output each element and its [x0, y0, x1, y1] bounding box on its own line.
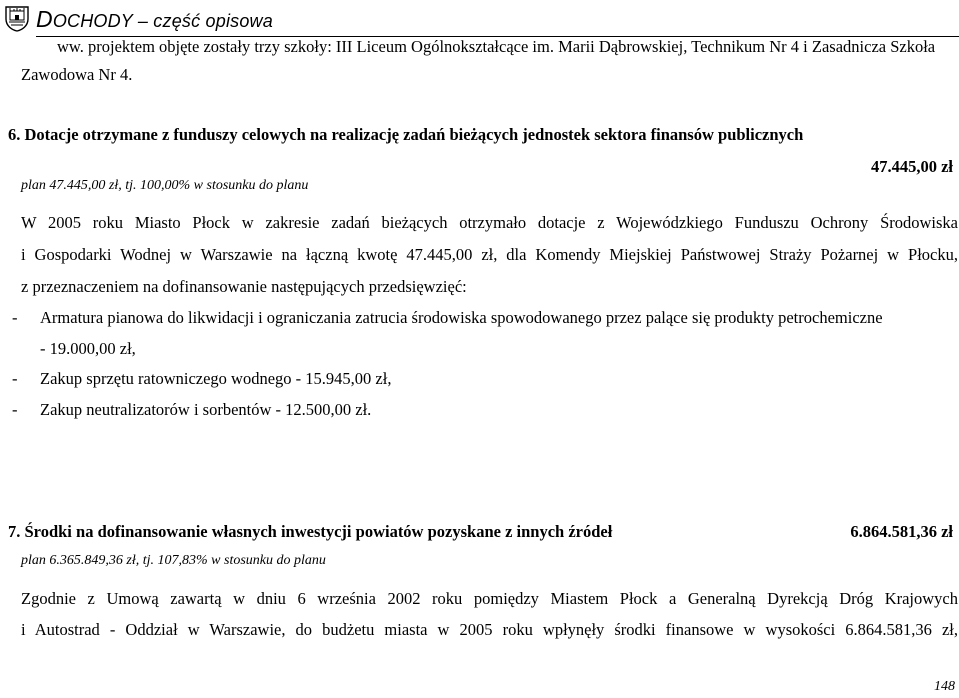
- section-6-amount: 47.445,00 zł: [870, 157, 953, 176]
- coat-of-arms-icon: [3, 5, 31, 32]
- list-item: Zakup sprzętu ratowniczego wodnego - 15.945,00 zł,: [40, 369, 392, 388]
- list-dash: -: [12, 308, 18, 327]
- section-6-heading: 6. Dotacje otrzymane z funduszy celowych na realizację zadań bieżących jednostek sektora finansów publicznych: [8, 125, 804, 144]
- section-7-amount: 6.864.581,36 zł: [850, 522, 953, 541]
- list-item: Zakup neutralizatorów i sorbentów - 12.500,00 zł.: [40, 400, 372, 419]
- page-number: 148: [934, 679, 955, 694]
- section-7-plan: plan 6.365.849,36 zł, tj. 107,83% w stosunku do planu: [21, 553, 326, 568]
- section-6-plan: plan 47.445,00 zł, tj. 100,00% w stosunku do planu: [21, 178, 309, 193]
- section-6-para-line-3: z przeznaczeniem na dofinansowanie następujących przedsięwzięć:: [21, 277, 467, 296]
- list-dash: -: [12, 400, 18, 419]
- section-7-heading: 7. Środki na dofinansowanie własnych inwestycji powiatów pozyskane z innych źródeł: [8, 522, 613, 541]
- intro-line-2: Zawodowa Nr 4.: [21, 65, 133, 84]
- header-title: DOCHODY – część opisowa: [36, 6, 273, 32]
- list-dash: -: [12, 369, 18, 388]
- list-item: Armatura pianowa do likwidacji i ograniczania zatrucia środowiska spowodowanego przez palące się produkty petrochemiczne: [40, 308, 883, 327]
- list-item-continuation: - 19.000,00 zł,: [40, 339, 136, 358]
- section-6-para-line-2: i Gospodarki Wodnej w Warszawie na łączną kwotę 47.445,00 zł, dla Komendy Miejskiej Państwowej Straży Pożarnej w Płocku,: [21, 245, 958, 264]
- section-7-para-line-2: i Autostrad - Oddział w Warszawie, do budżetu miasta w 2005 roku wpłynęły środki finansowe w wysokości 6.864.581,36 zł,: [21, 620, 958, 639]
- section-6-para-line-1: W 2005 roku Miasto Płock w zakresie zadań bieżących otrzymało dotacje z Wojewódzkiego Funduszu Ochrony Środowiska: [21, 213, 958, 232]
- intro-line-1: ww. projektem objęte zostały trzy szkoły: III Liceum Ogólnokształcące im. Marii Dąbrowskiej, Technikum Nr 4 i Zasadnicza Szkoła: [57, 37, 936, 56]
- section-7-para-line-1: Zgodnie z Umową zawartą w dniu 6 września 2002 roku pomiędzy Miastem Płock a Generalną Dyrekcją Dróg Krajowych: [21, 589, 958, 608]
